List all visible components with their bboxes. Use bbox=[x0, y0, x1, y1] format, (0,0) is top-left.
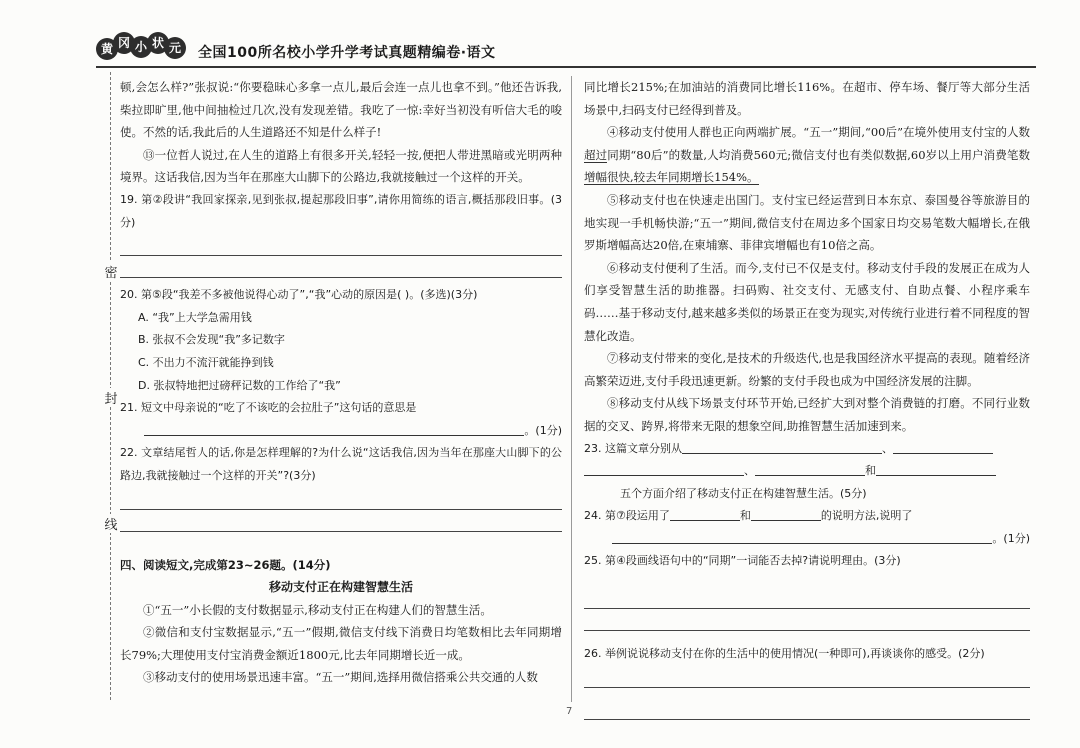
question-21: 21. 短文中母亲说的“吃了不该吃的会拉肚子”这句话的意思是 bbox=[120, 401, 417, 415]
question-22: 22. 文章结尾哲人的话,你是怎样理解的?为什么说“这话我信,因为当年在那座大山脚下的公路边,我就接触过一个这样的开关”?(3分) bbox=[120, 446, 562, 482]
question-24 bbox=[584, 505, 1030, 528]
conjunction: 和 bbox=[739, 509, 751, 523]
story-paragraph: 顿,会怎么样?”张叔说:“你要稳昧心多拿一点儿,最后会连一点儿也拿不到。”他还告诉我,柴拉即旷里,他中间抽检过几次,没有发现差错。我吃了一惊:幸好当初没有听信大毛的唆使。不然的话,我此后的人生道路还不知是什么样子! bbox=[120, 80, 562, 140]
answer-blank[interactable] bbox=[584, 462, 744, 476]
article-paragraph bbox=[584, 121, 1030, 189]
question-26: 26. 举例说说移动支付在你的生活中的使用情况(一种即可),再谈谈你的感受。(2分) bbox=[584, 647, 985, 661]
question-text: 23. 这篇文章分别从 bbox=[584, 441, 682, 455]
answer-line[interactable] bbox=[584, 609, 1030, 631]
brand-logo bbox=[96, 32, 188, 62]
text-run: ④移动支付使用人群也正向两端扩展。“五一”期间,“00后”在境外使用支付宝的人数 bbox=[607, 125, 1030, 140]
right-column bbox=[584, 76, 1030, 720]
answer-blank[interactable] bbox=[876, 462, 996, 476]
option-c: C. 不出力不流汗就能挣到钱 bbox=[138, 355, 274, 369]
question-24-answer bbox=[584, 528, 1030, 551]
question-text: 的说明方法,说明了 bbox=[820, 509, 913, 523]
answer-line[interactable] bbox=[584, 698, 1030, 720]
page-header bbox=[96, 30, 1036, 70]
separator: 、 bbox=[882, 441, 893, 455]
score-label: 。(1分) bbox=[524, 423, 562, 437]
article-paragraph: ⑧移动支付从线下场景支付环节开始,已经扩大到对整个消费链的打磨。不同行业数据的交叉、跨界,将带来无限的想象空间,助推智慧生活加速到来。 bbox=[584, 396, 1030, 433]
question-23-cont bbox=[584, 460, 1030, 483]
answer-line[interactable] bbox=[120, 510, 562, 532]
answer-line[interactable] bbox=[584, 587, 1030, 609]
question-23-end: 五个方面介绍了移动支付正在构建智慧生活。(5分) bbox=[620, 486, 867, 500]
logo-char: 小 bbox=[130, 36, 152, 58]
page-number: 7 bbox=[566, 706, 573, 717]
article-paragraph: ⑦移动支付带来的变化,是技术的升级迭代,也是我国经济水平提高的表现。随着经济高繁荣迈进,支付手段迅速更新。纷繁的支付手段也成为中国经济发展的注脚。 bbox=[584, 351, 1030, 388]
separator: 、 bbox=[744, 464, 755, 478]
logo-char: 状 bbox=[147, 32, 169, 54]
question-text: 24. 第⑦段运用了 bbox=[584, 509, 670, 523]
answer-blank[interactable] bbox=[755, 462, 865, 476]
binding-line bbox=[110, 72, 111, 700]
answer-blank[interactable] bbox=[751, 507, 821, 521]
logo-char: 黄 bbox=[96, 38, 118, 60]
answer-line[interactable] bbox=[584, 666, 1030, 688]
answer-blank[interactable] bbox=[144, 422, 524, 436]
page-title: 全国100所名校小学升学考试真题精编卷·语文 bbox=[198, 45, 496, 61]
header-rule bbox=[96, 66, 1036, 68]
answer-line[interactable] bbox=[120, 234, 562, 256]
answer-blank[interactable] bbox=[893, 440, 993, 454]
left-column bbox=[120, 76, 562, 689]
article-paragraph: 同比增长215%;在加油站的消费同比增长116%。在超市、停车场、餐厅等大部分生活场景中,扫码支付已经得到普及。 bbox=[584, 80, 1030, 117]
article-paragraph: ②微信和支付宝数据显示,“五一”假期,微信支付线下消费日均笔数相比去年同期增长79%;大理使用支付宝消费金额近1800元,比去年同期增长近一成。 bbox=[120, 625, 562, 662]
question-23 bbox=[584, 438, 1030, 461]
answer-blank[interactable] bbox=[670, 507, 740, 521]
logo-char: 元 bbox=[164, 37, 186, 59]
underlined-sentence: 增幅很快,较去年同期增长154%。 bbox=[584, 170, 759, 185]
question-19: 19. 第②段讲“我回家探亲,见到张叔,提起那段旧事”,请你用简练的语言,概括那段旧事。(3分) bbox=[120, 192, 562, 229]
column-divider bbox=[571, 76, 572, 702]
underlined-sentence: 超过 bbox=[584, 147, 608, 162]
answer-blank[interactable] bbox=[612, 530, 992, 544]
answer-line[interactable] bbox=[120, 256, 562, 278]
text-run: 同期“80后”的数量,人均消费560元;微信支付也有类似数据,60岁以上用户消费笔数 bbox=[607, 147, 1030, 162]
question-20: 20. 第⑤段“我差不多被他说得心动了”,“我”心动的原因是( )。(多选)(3分) bbox=[120, 288, 478, 302]
article-paragraph: ⑤移动支付也在快速走出国门。支付宝已经运营到日本东京、泰国曼谷等旅游目的地实现一手机畅快游;“五一”期间,微信支付在周边多个国家日均交易笔数大幅增长,在俄罗斯增幅高达20倍,在柬埔寨、菲律宾增幅也有10倍之高。 bbox=[584, 192, 1030, 253]
score-label: 。(1分) bbox=[992, 531, 1030, 545]
binding-char-mi: 密 bbox=[103, 262, 119, 281]
question-21-answer bbox=[120, 420, 562, 443]
binding-char-feng: 封 bbox=[103, 388, 119, 407]
answer-blank[interactable] bbox=[682, 440, 882, 454]
answer-line[interactable] bbox=[120, 488, 562, 510]
conjunction: 和 bbox=[865, 464, 876, 478]
binding-char-xian: 线 bbox=[103, 514, 119, 533]
article-paragraph: ⑥移动支付便利了生活。而今,支付已不仅是支付。移动支付手段的发展正在成为人们享受智慧生活的助推器。扫码购、社交支付、无感支付、自助点餐、小程序乘车码……基于移动支付,越来越多类似的场景正在变为现实,对传统行业进行着不同程度的智慧化改造。 bbox=[584, 260, 1030, 343]
option-a: A. “我”上大学急需用钱 bbox=[138, 310, 252, 324]
article-paragraph: ③移动支付的使用场景迅速丰富。“五一”期间,选择用微信搭乘公共交通的人数 bbox=[143, 670, 538, 685]
logo-char: 冈 bbox=[113, 32, 135, 54]
question-25: 25. 第④段画线语句中的“同期”一词能否去掉?请说明理由。(3分) bbox=[584, 554, 901, 568]
section-heading: 四、阅读短文,完成第23~26题。(14分) bbox=[120, 557, 331, 572]
article-title: 移动支付正在构建智慧生活 bbox=[268, 580, 413, 595]
article-paragraph: ①“五一”小长假的支付数据显示,移动支付正在构建人们的智慧生活。 bbox=[143, 602, 492, 617]
story-paragraph: ⑬一位哲人说过,在人生的道路上有很多开关,轻轻一按,便把人带进黑暗或光明两种境界。这话我信,因为当年在那座大山脚下的公路边,我就接触过一个这样的开关。 bbox=[120, 147, 562, 185]
option-b: B. 张叔不会发现“我”多记数字 bbox=[138, 333, 285, 347]
option-d: D. 张叔特地把过磅秤记数的工作给了“我” bbox=[138, 378, 341, 392]
